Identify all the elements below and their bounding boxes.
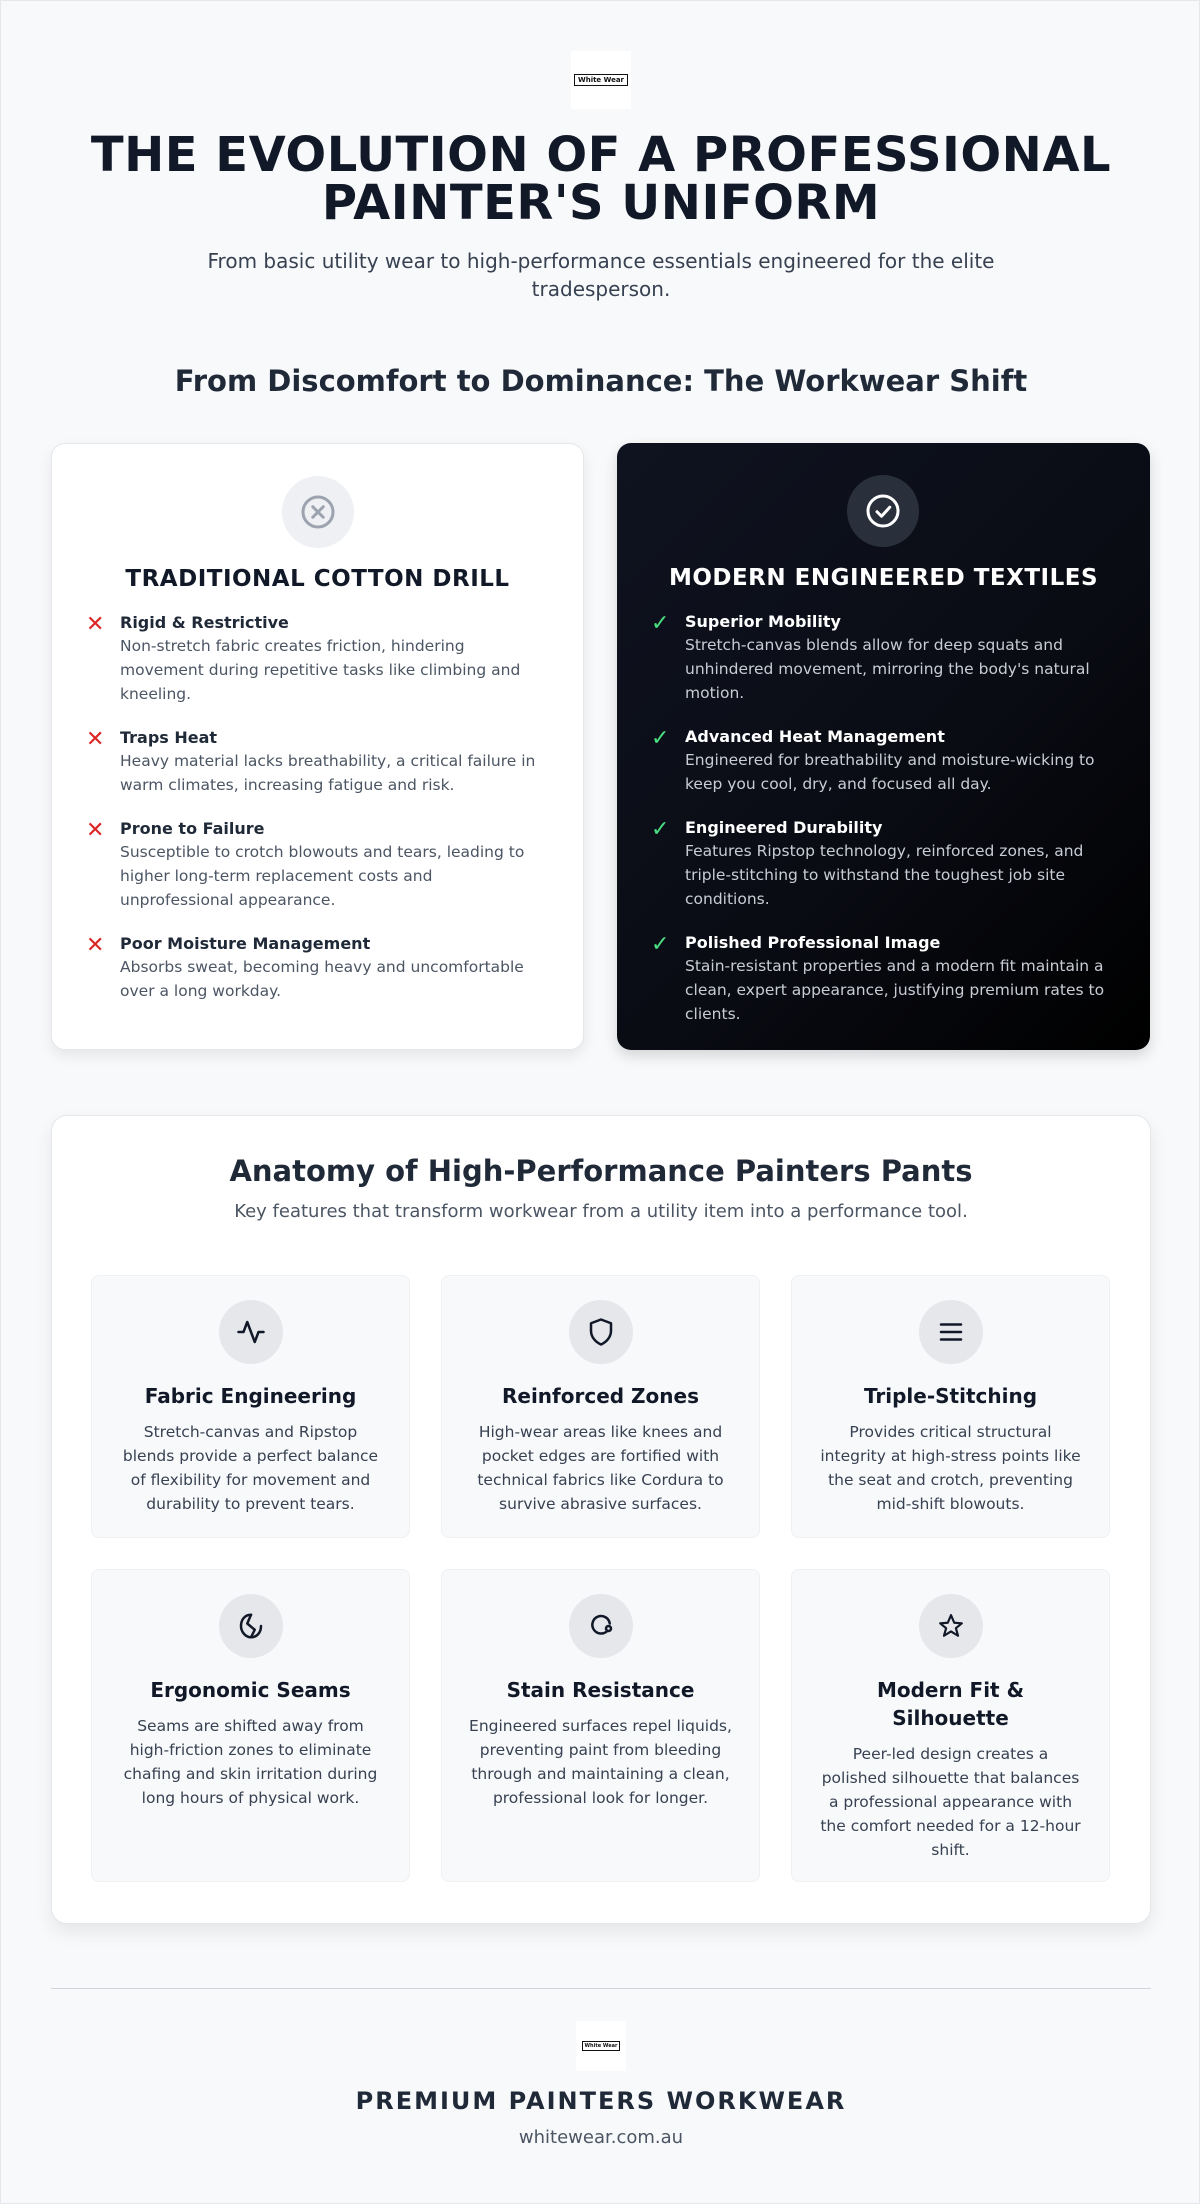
footer-site-link[interactable]: whitewear.com.au	[518, 2127, 684, 2148]
modern-point	[651, 611, 1111, 705]
feature-card	[441, 1569, 760, 1882]
point-body: Non-stretch fabric creates friction, hindering movement during repetitive tasks like climbing and kneeling.	[120, 637, 521, 703]
check-mark-icon: ✓	[651, 932, 670, 957]
modern-card	[617, 443, 1150, 1050]
feature-body: Seams are shifted away from high-friction zones to eliminate chafing and skin irritation during long hours of physical work.	[123, 1717, 378, 1807]
lines-icon	[919, 1300, 983, 1364]
point-body: Susceptible to crotch blowouts and tears, leading to higher long-term replacement costs and unprofessional appearance.	[120, 843, 525, 909]
feature-title: Reinforced Zones	[501, 1384, 699, 1408]
footer-logo	[576, 2021, 626, 2071]
traditional-point	[86, 612, 546, 706]
modern-point	[651, 726, 1111, 796]
point-body: Absorbs sweat, becoming heavy and uncomfortable over a long workday.	[120, 958, 524, 1000]
traditional-heading: TRADITIONAL COTTON DRILL	[125, 566, 510, 592]
shield-icon	[569, 1300, 633, 1364]
point-body: Stain-resistant properties and a modern fit maintain a clean, expert appearance, justifying premium rates to clients.	[685, 957, 1105, 1023]
feature-body: Stretch-canvas and Ripstop blends provide a perfect balance of flexibility for movement and durability to prevent tears.	[122, 1423, 379, 1513]
shift-section-title: From Discomfort to Dominance: The Workwear Shift	[174, 364, 1028, 398]
feature-card	[791, 1569, 1110, 1882]
point-body: Stretch-canvas blends allow for deep squats and unhindered movement, mirroring the body's natural motion.	[685, 636, 1090, 702]
anatomy-subtitle: Key features that transform workwear from a utility item into a performance tool.	[234, 1201, 968, 1222]
feature-title: Fabric Engineering	[144, 1384, 357, 1408]
point-title: Polished Professional Image	[685, 933, 941, 952]
feature-title: Triple-Stitching	[863, 1384, 1038, 1408]
feature-title: Stain Resistance	[506, 1678, 695, 1702]
page-subtitle: From basic utility wear to high-performance essentials engineered for the elite tradesperson.	[207, 249, 995, 301]
feature-body: High-wear areas like knees and pocket edges are fortified with technical fabrics like Cordura to survive abrasive surfaces.	[477, 1423, 724, 1513]
anatomy-title: Anatomy of High-Performance Painters Pants	[229, 1154, 973, 1188]
header-logo	[571, 51, 631, 109]
feature-card	[791, 1275, 1110, 1538]
check-circle-icon	[847, 475, 919, 547]
page-title: THE EVOLUTION OF A PROFESSIONAL PAINTER'S UNIFORM	[90, 127, 1112, 231]
check-mark-icon: ✓	[651, 611, 670, 636]
traditional-point	[86, 933, 546, 1003]
x-mark-icon: ✕	[86, 612, 105, 637]
page	[1, 1, 1200, 2204]
traditional-point	[86, 818, 546, 912]
point-body: Features Ripstop technology, reinforced zones, and triple-stitching to withstand the toughest job site conditions.	[685, 842, 1084, 908]
point-title: Advanced Heat Management	[685, 727, 945, 746]
feature-title: Ergonomic Seams	[150, 1678, 351, 1702]
point-title: Superior Mobility	[685, 612, 841, 631]
feature-body: Peer-led design creates a polished silhouette that balances a professional appearance with the comfort needed for a 12-hour shift.	[820, 1745, 1081, 1859]
x-mark-icon: ✕	[86, 727, 105, 752]
modern-heading: MODERN ENGINEERED TEXTILES	[668, 565, 1099, 591]
feature-body: Provides critical structural integrity at high-stress points like the seat and crotch, preventing mid-shift blowouts.	[820, 1423, 1081, 1513]
feature-card	[441, 1275, 760, 1538]
point-title: Traps Heat	[120, 728, 218, 747]
x-mark-icon: ✕	[86, 933, 105, 958]
logo-wordmark: White Wear	[582, 2041, 621, 2051]
point-body: Engineered for breathability and moisture-wicking to keep you cool, dry, and focused all day.	[685, 751, 1095, 793]
seam-icon	[219, 1594, 283, 1658]
feature-card	[91, 1569, 410, 1882]
point-title: Poor Moisture Management	[120, 934, 371, 953]
activity-icon	[219, 1300, 283, 1364]
traditional-points	[86, 612, 546, 1024]
modern-point	[651, 817, 1111, 911]
point-title: Prone to Failure	[120, 819, 265, 838]
check-mark-icon: ✓	[651, 726, 670, 751]
check-mark-icon: ✓	[651, 817, 670, 842]
point-title: Rigid & Restrictive	[120, 613, 289, 632]
modern-point	[651, 932, 1111, 1026]
traditional-card	[51, 443, 584, 1050]
footer-brand: PREMIUM PAINTERS WORKWEAR	[355, 2087, 847, 2115]
anatomy-section	[51, 1115, 1151, 1924]
droplet-icon	[569, 1594, 633, 1658]
x-circle-icon	[282, 476, 354, 548]
feature-card	[91, 1275, 410, 1538]
point-title: Engineered Durability	[685, 818, 883, 837]
feature-title: Modern Fit & Silhouette	[876, 1678, 1025, 1730]
traditional-point	[86, 727, 546, 797]
footer-divider	[51, 1988, 1151, 1989]
x-mark-icon: ✕	[86, 818, 105, 843]
modern-points	[651, 611, 1111, 1047]
feature-body: Engineered surfaces repel liquids, preventing paint from bleeding through and maintaining a clean, professional look for longer.	[469, 1717, 732, 1807]
star-icon	[919, 1594, 983, 1658]
point-body: Heavy material lacks breathability, a critical failure in warm climates, increasing fatigue and risk.	[120, 752, 536, 794]
logo-wordmark: White Wear	[574, 74, 628, 86]
